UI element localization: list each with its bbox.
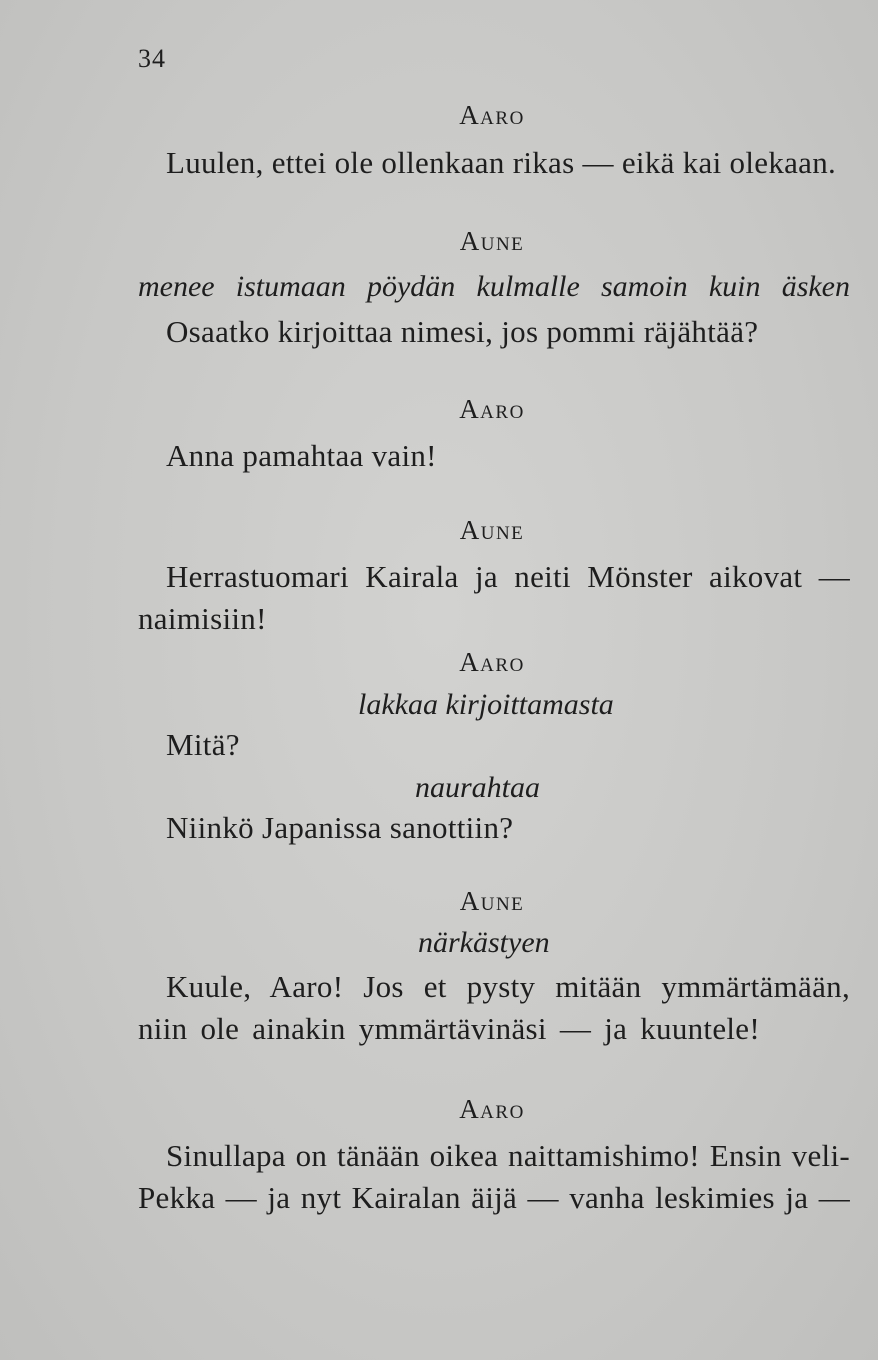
dialogue-line: Anna pamahtaa vain! (166, 438, 437, 473)
dialogue-line: naimisiin! (138, 601, 267, 636)
speaker-name: Aaro (459, 1094, 525, 1124)
page-number: 34 (138, 44, 166, 73)
stage-direction: naurahtaa (415, 771, 541, 804)
dialogue-line: Pekka — ja nyt Kairalan äijä — vanha leskimies ja — (138, 1180, 850, 1215)
stage-direction: menee istumaan pöydän kulmalle samoin kuin äsken (138, 270, 850, 303)
stage-direction: närkästyen (418, 926, 550, 959)
stage-direction: lakkaa kirjoittamasta (358, 688, 614, 721)
dialogue-line: Kuule, Aaro! Jos et pysty mitään ymmärtämään, (166, 969, 850, 1004)
speaker-name: Aaro (459, 647, 525, 677)
speaker-name: Aune (459, 226, 525, 256)
dialogue-line: Niinkö Japanissa sanottiin? (166, 810, 514, 845)
speaker-name: Aaro (459, 100, 525, 130)
speaker-name: Aaro (459, 394, 525, 424)
dialogue-line: Herrastuomari Kairala ja neiti Mönster aikovat — (166, 559, 850, 594)
dialogue-line: Luulen, ettei ole ollenkaan rikas — eikä kai olekaan. (166, 145, 837, 180)
speaker-name: Aune (459, 886, 525, 916)
speaker-name: Aune (459, 515, 525, 545)
dialogue-line: Sinullapa on tänään oikea naittamishimo! Ensin veli- (166, 1138, 850, 1173)
dialogue-line: niin ole ainakin ymmärtävinäsi — ja kuuntele! (138, 1011, 760, 1046)
dialogue-line: Mitä? (166, 727, 240, 762)
dialogue-line: Osaatko kirjoittaa nimesi, jos pommi räjähtää? (166, 314, 759, 349)
